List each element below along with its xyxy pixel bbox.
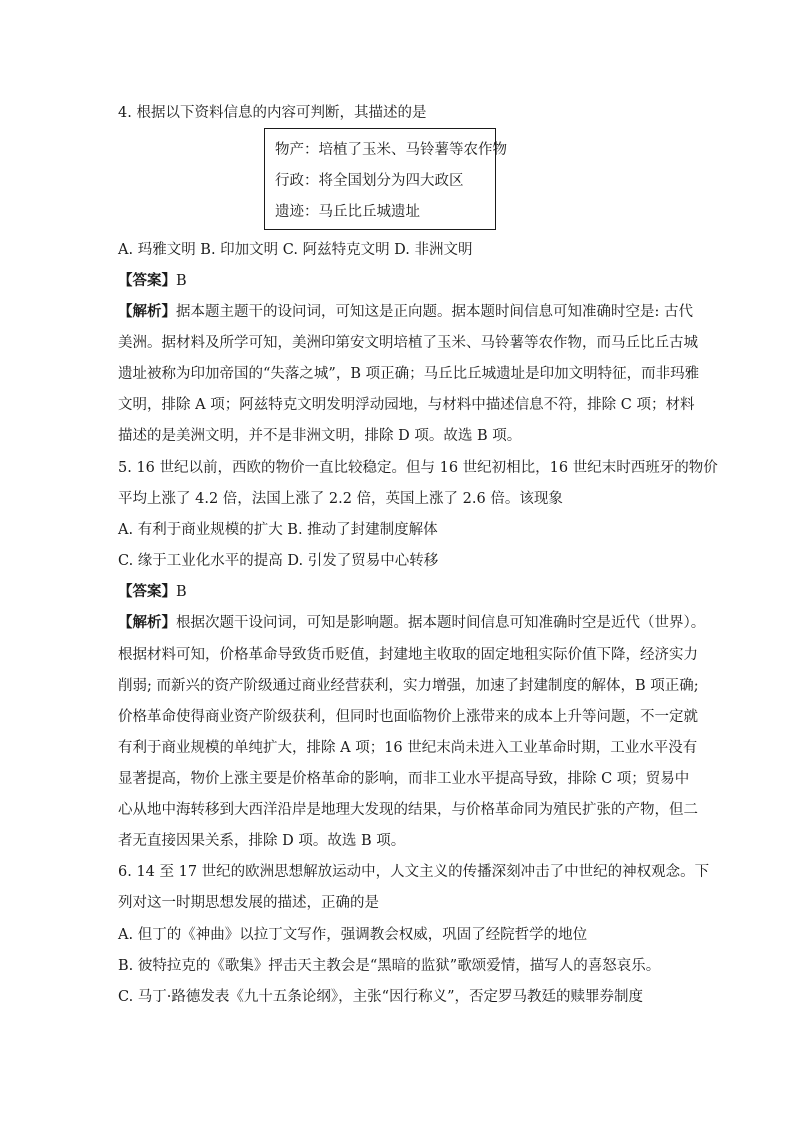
- q4-options: A. 玛雅文明 B. 印加文明 C. 阿兹特克文明 D. 非洲文明: [118, 242, 473, 258]
- q4-answer: [118, 271, 187, 291]
- q5-analysis-line: 价格革命使得商业资产阶级获利，但同时也面临物价上涨带来的成本上升等问题，不一定就: [118, 709, 698, 725]
- q5-options-line: C. 缘于工业化水平的提高 D. 引发了贸易中心转移: [118, 553, 439, 569]
- q4-analysis-line: 文明，排除 A 项；阿兹特克文明发明浮动园地，与材料中描述信息不符，排除 C 项；材料: [118, 397, 695, 413]
- analysis-text: 根据次题干设问词，可知是影响题。据本题时间信息可知准确时空是近代（世界）。: [176, 615, 706, 631]
- q5-analysis-line: 削弱; 而新兴的资产阶级通过商业经营获利，实力增强，加速了封建制度的解体，B 项正确;: [118, 678, 699, 694]
- answer-value: B: [176, 584, 187, 600]
- q6-option: B. 彼特拉克的《歌集》抨击天主教会是“黑暗的监狱”歌颂爱情，描写人的喜怒哀乐。: [118, 958, 661, 974]
- q5-analysis-line: 有利于商业规模的单纯扩大，排除 A 项；16 世纪末尚未进入工业革命时期，工业水平没有: [118, 740, 698, 756]
- q6-stem-line: 6. 14 至 17 世纪的欧洲思想解放运动中，人文主义的传播深刻冲击了中世纪的神权观念。下: [118, 864, 710, 880]
- q5-analysis-line: 者无直接因果关系，排除 D 项。故选 B 项。: [118, 833, 406, 849]
- answer-value: B: [176, 273, 187, 289]
- q5-answer: [118, 582, 187, 602]
- q5-analysis-line: 心从地中海转移到大西洋沿岸是地理大发现的结果，与价格革命同为殖民扩张的产物，但二: [118, 802, 698, 818]
- analysis-text: 据本题主题干的设问词，可知这是正向题。据本题时间信息可知准确时空是: 古代: [176, 304, 693, 320]
- q4-material-item: 行政：将全国划分为四大政区: [275, 173, 464, 189]
- analysis-label: 【解析】: [118, 303, 176, 320]
- q4-stem: 4. 根据以下资料信息的内容可判断，其描述的是: [118, 105, 427, 121]
- q5-stem-line: 5. 16 世纪以前，西欧的物价一直比较稳定。但与 16 世纪初相比，16 世纪末时西班牙的物价: [118, 460, 718, 476]
- q4-material-item: 物产：培植了玉米、马铃薯等农作物: [275, 142, 507, 158]
- q6-option: A. 但丁的《神曲》以拉丁文写作，强调教会权威，巩固了经院哲学的地位: [118, 927, 588, 943]
- q5-analysis-line: [118, 613, 705, 633]
- answer-label: 【答案】: [118, 272, 176, 289]
- q5-options-line: A. 有利于商业规模的扩大 B. 推动了封建制度解体: [118, 522, 438, 538]
- q4-analysis-line: 美洲。据材料及所学可知，美洲印第安文明培植了玉米、马铃薯等农作物，而马丘比丘古城: [118, 335, 698, 351]
- q5-analysis-line: 根据材料可知，价格革命导致货币贬值，封建地主收取的固定地租实际价值下降，经济实力: [118, 647, 698, 663]
- q5-stem-line: 平均上涨了 4.2 倍，法国上涨了 2.2 倍，英国上涨了 2.6 倍。该现象: [118, 491, 563, 507]
- q4-analysis-line: 描述的是美洲文明，并不是非洲文明，排除 D 项。故选 B 项。: [118, 428, 522, 444]
- q4-material-box: [264, 128, 507, 230]
- q6-stem-line: 列对这一时期思想发展的描述，正确的是: [118, 895, 379, 911]
- q4-analysis-line: 遗址被称为印加帝国的“失落之城”，B 项正确；马丘比丘城遗址是印加文明特征，而非玛雅: [118, 366, 700, 382]
- analysis-label: 【解析】: [118, 614, 176, 631]
- q4-analysis-line: [118, 302, 693, 322]
- q6-option: C. 马丁·路德发表《九十五条论纲》，主张“因行称义”，否定罗马教廷的赎罪券制度: [118, 989, 643, 1005]
- q5-analysis-line: 显著提高，物价上涨主要是价格革命的影响，而非工业水平提高导致，排除 C 项；贸易中: [118, 771, 690, 787]
- q4-material-item: 遗迹：马丘比丘城遗址: [275, 204, 420, 220]
- answer-label: 【答案】: [118, 583, 176, 600]
